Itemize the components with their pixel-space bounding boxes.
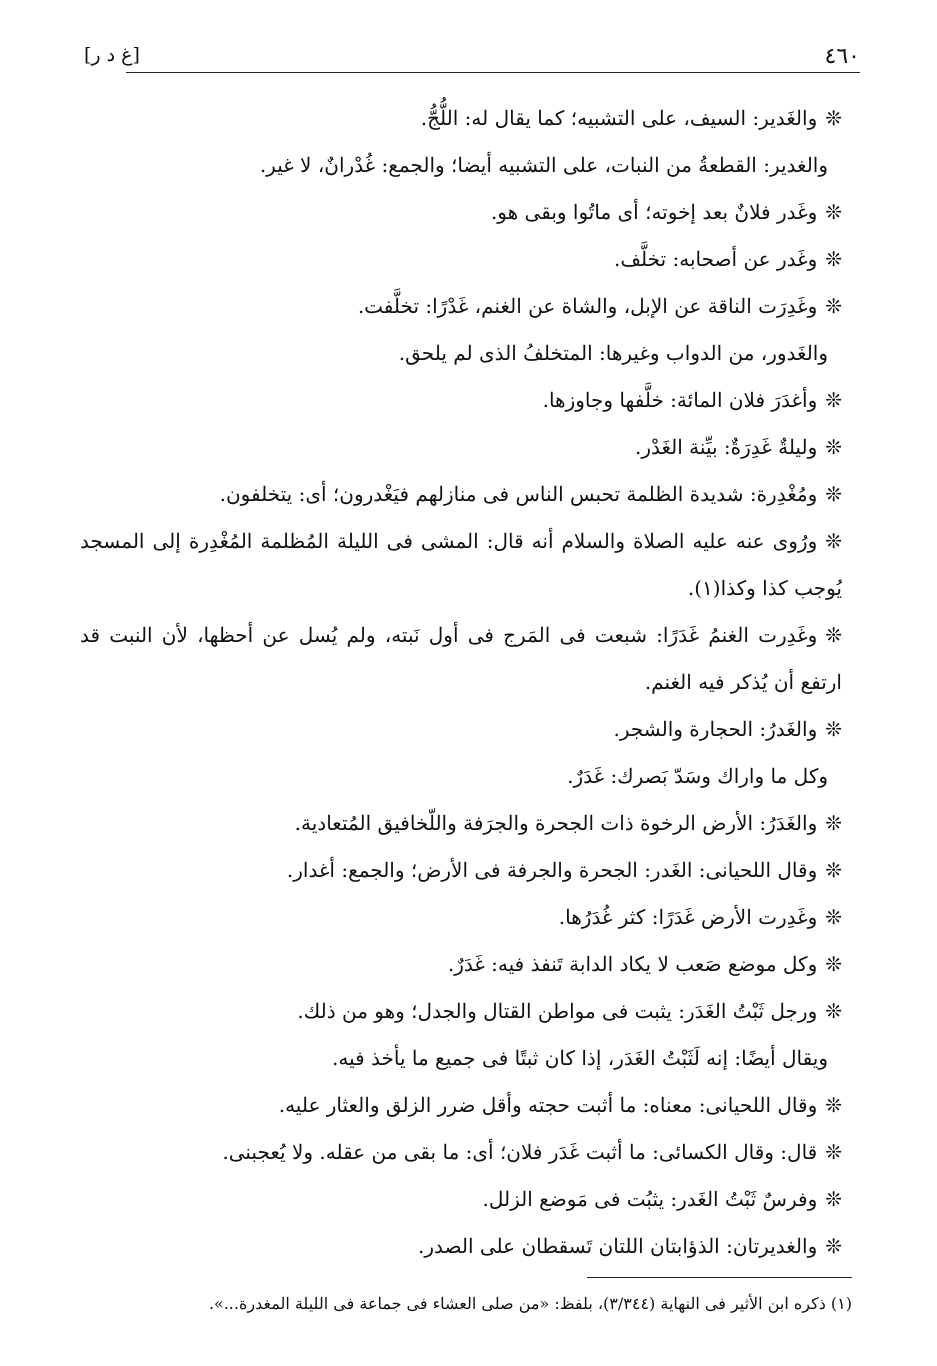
entry-body	[80, 95, 842, 1270]
paragraph-text: ومُغْدِرة: شديدة الظلمة تحبس الناس فى منازلهم فيَغْدرون؛ أى: يتخلفون.	[219, 482, 818, 506]
star-marker-icon: ❊	[825, 952, 842, 976]
entry-paragraph	[80, 424, 842, 471]
entry-paragraph	[80, 1223, 842, 1270]
paragraph-text: والغَدور، من الدواب وغيرها: المتخلفُ الذى لم يلحق.	[398, 341, 828, 365]
entry-paragraph	[80, 753, 842, 800]
entry-paragraph	[80, 1082, 842, 1129]
paragraph-text: وغَدر عن أصحابه: تخلَّف.	[614, 247, 818, 271]
entry-paragraph	[80, 847, 842, 894]
star-marker-icon: ❊	[825, 1234, 842, 1258]
star-marker-icon: ❊	[825, 435, 842, 459]
star-marker-icon: ❊	[825, 717, 842, 741]
paragraph-text: وقال اللحيانى: معناه: ما أثبت حجته وأقل ضرر الزلق والعثار عليه.	[278, 1093, 818, 1117]
header-divider	[126, 72, 860, 73]
entry-paragraph	[80, 377, 842, 424]
entry-paragraph	[80, 894, 842, 941]
star-marker-icon: ❊	[825, 905, 842, 929]
paragraph-text: وغَدر فلانٌ بعد إخوته؛ أى ماتُوا وبقى هو.	[490, 200, 818, 224]
paragraph-text: ويقال أيضًا: إنه لَثَبْتُ الغَدَر، إذا كان ثبتًا فى جميع ما يأخذ فيه.	[331, 1046, 828, 1070]
page-header	[70, 38, 860, 78]
entry-paragraph	[80, 189, 842, 236]
star-marker-icon: ❊	[825, 999, 842, 1023]
star-marker-icon: ❊	[825, 247, 842, 271]
star-marker-icon: ❊	[825, 106, 842, 130]
paragraph-text: ورجل ثَبْتُ الغَدَر: يثبت فى مواطن القتال والجدل؛ وهو من ذلك.	[297, 999, 818, 1023]
entry-paragraph	[80, 941, 842, 988]
footnote-divider	[587, 1277, 852, 1278]
entry-paragraph	[80, 471, 842, 518]
paragraph-text: وأغدَرَ فلان المائة: خلَّفها وجاوزها.	[542, 388, 818, 412]
paragraph-text: والغديرتان: الذؤابتان اللتان تَسقطان على الصدر.	[418, 1234, 818, 1258]
paragraph-text: وكل ما واراك وسَدّ بَصرك: غَدَرٌ.	[567, 764, 828, 788]
paragraph-text: ورُوى عنه عليه الصلاة والسلام أنه قال: المشى فى الليلة المُظلمة المُغْدِرة إلى المسجد يُوجب كذا وكذا(١).	[80, 529, 842, 600]
entry-paragraph	[80, 1129, 842, 1176]
entry-paragraph	[80, 1035, 842, 1082]
paragraph-text: والغَدَرُ: الأرض الرخوة ذات الجحرة والجرَفة واللّخافيق المُتعادية.	[294, 811, 818, 835]
paragraph-text: وفرسٌ ثَبْتُ الغَدر: يثبُت فى مَوضع الزلل.	[482, 1187, 818, 1211]
paragraph-text: وغَدِرت الغنمُ غَدَرًا: شبعت فى المَرج فى أول نَبته، ولم يُسل عن أحظها، لأن النبت قد ارتفع أن يُذكر فيه الغنم.	[80, 623, 842, 694]
star-marker-icon: ❊	[825, 529, 842, 553]
star-marker-icon: ❊	[825, 811, 842, 835]
entry-paragraph	[80, 330, 842, 377]
footnote: (١) ذكره ابن الأثير فى النهاية (٣/٣٤٤)، بلفظ: «من صلى العشاء فى جماعة فى الليلة المغدرة...».	[208, 1294, 852, 1313]
entry-paragraph	[80, 612, 842, 706]
entry-paragraph	[80, 988, 842, 1035]
entry-paragraph	[80, 706, 842, 753]
star-marker-icon: ❊	[825, 388, 842, 412]
star-marker-icon: ❊	[825, 623, 842, 647]
star-marker-icon: ❊	[825, 294, 842, 318]
paragraph-text: وقال اللحيانى: الغَدر: الجحرة والجرفة فى الأرض؛ والجمع: أغدار.	[286, 858, 818, 882]
entry-paragraph	[80, 236, 842, 283]
paragraph-text: والغدير: القطعةُ من النبات، على التشبيه أيضا؛ والجمع: غُدْرانٌ، لا غير.	[259, 153, 828, 177]
paragraph-text: وغَدِرَت الناقة عن الإبل، والشاة عن الغنم، غَدْرًا: تخلَّفت.	[357, 294, 818, 318]
root-label: [غ د ر]	[84, 44, 140, 66]
entry-paragraph	[80, 800, 842, 847]
paragraph-text: وليلةٌ غَدِرَةٌ: بيِّنة الغَدْر.	[635, 435, 818, 459]
star-marker-icon: ❊	[825, 482, 842, 506]
entry-paragraph	[80, 142, 842, 189]
paragraph-text: والغَدرُ: الحجارة والشجر.	[613, 717, 818, 741]
paragraph-text: وكل موضع صَعب لا يكاد الدابة تَنفذ فيه: غَدَرٌ.	[447, 952, 818, 976]
page-number: ٤٦٠	[824, 44, 860, 69]
star-marker-icon: ❊	[825, 858, 842, 882]
entry-paragraph	[80, 283, 842, 330]
entry-paragraph	[80, 1176, 842, 1223]
star-marker-icon: ❊	[825, 1093, 842, 1117]
star-marker-icon: ❊	[825, 200, 842, 224]
star-marker-icon: ❊	[825, 1140, 842, 1164]
paragraph-text: وغَدِرت الأرض غَدَرًا: كثر غُدَرُها.	[558, 905, 818, 929]
paragraph-text: قال: وقال الكسائى: ما أثبت غَدَر فلان؛ أى: ما بقى من عقله. ولا يُعجبنى.	[222, 1140, 818, 1164]
entry-paragraph	[80, 518, 842, 612]
star-marker-icon: ❊	[825, 1187, 842, 1211]
paragraph-text: والغَدير: السيف، على التشبيه؛ كما يقال له: اللُّجُّ.	[420, 106, 818, 130]
entry-paragraph	[80, 95, 842, 142]
